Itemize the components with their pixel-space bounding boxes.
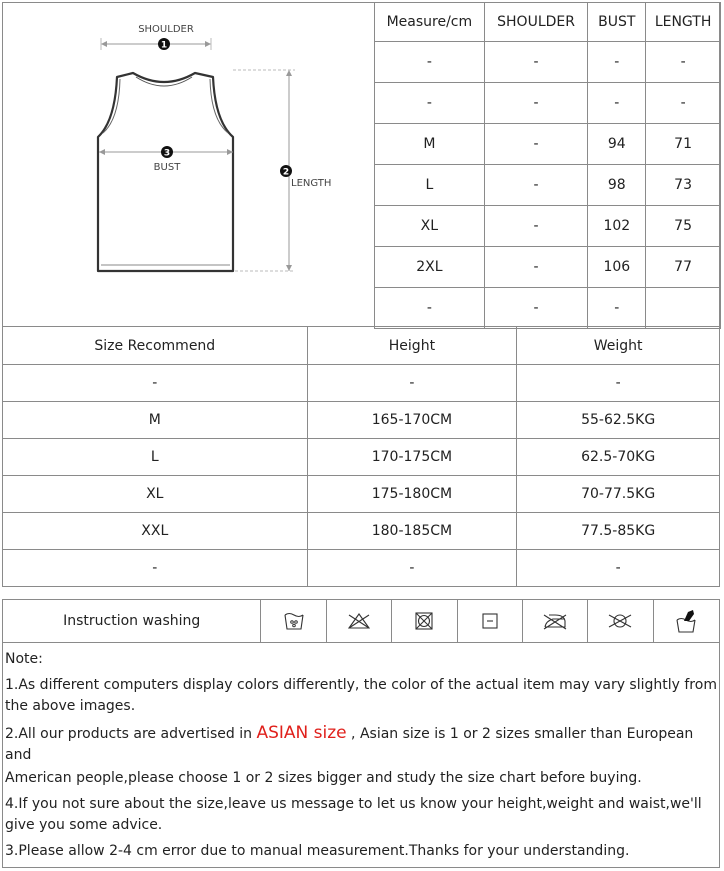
header-cell: SHOULDER bbox=[484, 3, 588, 42]
table-cell: - bbox=[375, 42, 485, 83]
table-row bbox=[3, 550, 720, 587]
table-row bbox=[375, 124, 721, 165]
notes-title: Note: bbox=[5, 651, 43, 667]
table-cell: - bbox=[484, 124, 588, 165]
table-cell: - bbox=[517, 365, 720, 402]
table-cell: - bbox=[646, 83, 721, 124]
table-cell: 75 bbox=[646, 206, 721, 247]
table-header-row bbox=[375, 3, 721, 42]
table-cell: 165-170CM bbox=[307, 402, 517, 439]
table-cell: - bbox=[484, 288, 588, 329]
table-cell: 71 bbox=[646, 124, 721, 165]
table-cell: - bbox=[484, 165, 588, 206]
svg-text:1: 1 bbox=[160, 40, 168, 51]
table-cell: 62.5-70KG bbox=[517, 439, 720, 476]
table-cell: - bbox=[588, 42, 646, 83]
header-cell: BUST bbox=[588, 3, 646, 42]
table-cell: - bbox=[588, 288, 646, 329]
note-3: 3.Please allow 2-4 cm error due to manual measurement.Thanks for your understanding. bbox=[5, 843, 630, 859]
svg-text:3: 3 bbox=[163, 148, 171, 159]
size-chart-section bbox=[2, 2, 720, 326]
table-cell: 77 bbox=[646, 247, 721, 288]
table-cell: 77.5-85KG bbox=[517, 513, 720, 550]
hand-wash-icon bbox=[653, 600, 719, 643]
table-header-row bbox=[3, 327, 720, 365]
notes-section bbox=[2, 641, 720, 868]
iron-low-icon bbox=[522, 600, 587, 643]
table-cell: - bbox=[3, 550, 308, 587]
table-cell: - bbox=[588, 83, 646, 124]
table-row bbox=[3, 476, 720, 513]
table-cell: - bbox=[3, 365, 308, 402]
header-cell: Measure/cm bbox=[375, 3, 485, 42]
table-cell: 98 bbox=[588, 165, 646, 206]
garment-diagram bbox=[3, 3, 375, 325]
note-2-text: 2.All our products are advertised in bbox=[5, 726, 257, 742]
table-cell: XL bbox=[375, 206, 485, 247]
table-cell: 175-180CM bbox=[307, 476, 517, 513]
length-label: LENGTH bbox=[291, 178, 332, 189]
svg-text:2: 2 bbox=[282, 167, 290, 178]
table-row bbox=[375, 83, 721, 124]
table-cell bbox=[646, 288, 721, 329]
table-cell: - bbox=[646, 42, 721, 83]
machine-wash-30-icon bbox=[261, 600, 326, 643]
do-not-bleach-icon bbox=[326, 600, 391, 643]
table-cell: - bbox=[484, 42, 588, 83]
note-1: 1.As different computers display colors differently, the color of the actual item may vary slightly from the above images. bbox=[5, 677, 717, 714]
table-cell: XL bbox=[3, 476, 308, 513]
washing-instructions bbox=[2, 599, 720, 643]
bust-label: BUST bbox=[153, 162, 181, 173]
table-cell: 70-77.5KG bbox=[517, 476, 720, 513]
table-cell: L bbox=[3, 439, 308, 476]
table-cell: 170-175CM bbox=[307, 439, 517, 476]
note-2-line-2: American people,please choose 1 or 2 sizes bigger and study the size chart before buying. bbox=[5, 770, 642, 786]
table-row bbox=[3, 439, 720, 476]
table-row bbox=[3, 402, 720, 439]
washing-label: Instruction washing bbox=[3, 600, 261, 643]
note-2-text-after: , Asian size is 1 or 2 sizes smaller than European and bbox=[5, 726, 694, 763]
table-cell: 180-185CM bbox=[307, 513, 517, 550]
dry-flat-icon bbox=[457, 600, 522, 643]
size-recommend-table bbox=[2, 326, 720, 587]
note-2 bbox=[5, 723, 717, 766]
table-cell: M bbox=[3, 402, 308, 439]
table-row bbox=[375, 165, 721, 206]
table-row bbox=[375, 206, 721, 247]
table-cell: L bbox=[375, 165, 485, 206]
shoulder-label: SHOULDER bbox=[138, 24, 194, 35]
table-cell: 2XL bbox=[375, 247, 485, 288]
header-cell: Height bbox=[307, 327, 517, 365]
header-cell: Weight bbox=[517, 327, 720, 365]
measurement-table bbox=[374, 2, 721, 329]
table-row bbox=[3, 513, 720, 550]
table-cell: M bbox=[375, 124, 485, 165]
note-4: 4.If you not sure about the size,leave us message to let us know your height,weight and waist,we'll give you some advice. bbox=[5, 796, 702, 833]
tank-top-illustration bbox=[3, 3, 375, 325]
do-not-dry-clean-icon bbox=[588, 600, 653, 643]
table-cell: - bbox=[307, 365, 517, 402]
table-cell: 73 bbox=[646, 165, 721, 206]
table-row bbox=[375, 288, 721, 329]
asian-size-highlight: ASIAN size bbox=[256, 723, 347, 743]
table-cell: - bbox=[517, 550, 720, 587]
table-row bbox=[375, 247, 721, 288]
table-cell: 106 bbox=[588, 247, 646, 288]
table-cell: - bbox=[307, 550, 517, 587]
table-row bbox=[375, 42, 721, 83]
table-cell: 94 bbox=[588, 124, 646, 165]
table-cell: - bbox=[484, 206, 588, 247]
table-cell: - bbox=[375, 83, 485, 124]
table-row bbox=[3, 365, 720, 402]
table-cell: 55-62.5KG bbox=[517, 402, 720, 439]
header-cell: Size Recommend bbox=[3, 327, 308, 365]
table-cell: XXL bbox=[3, 513, 308, 550]
header-cell: LENGTH bbox=[646, 3, 721, 42]
table-cell: - bbox=[484, 247, 588, 288]
do-not-tumble-dry-icon bbox=[392, 600, 457, 643]
table-cell: - bbox=[484, 83, 588, 124]
table-cell: - bbox=[375, 288, 485, 329]
table-cell: 102 bbox=[588, 206, 646, 247]
